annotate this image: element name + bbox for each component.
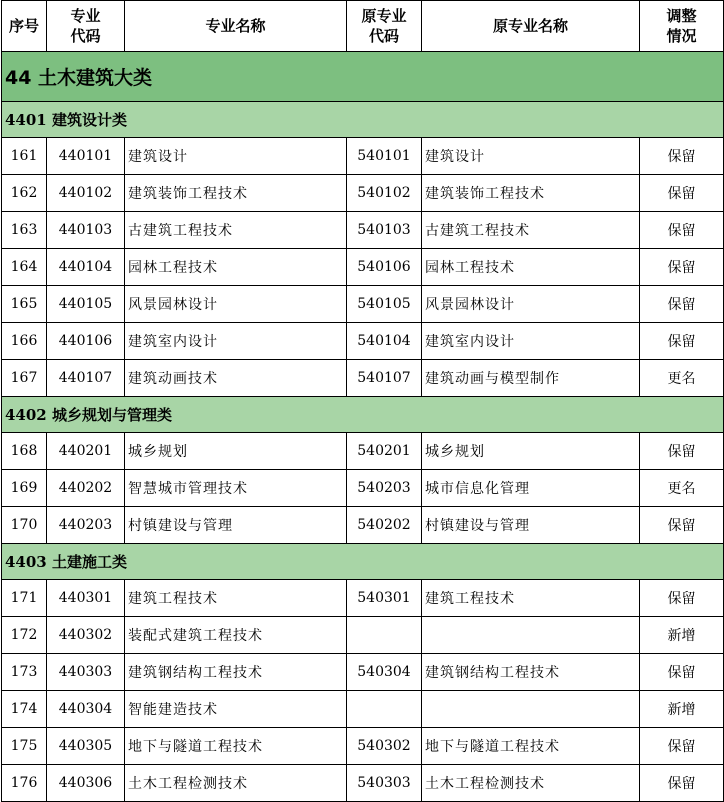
cell-old-name: 地下与隧道工程技术 [422,728,640,765]
cell-seq: 173 [2,654,47,691]
cell-old-code: 540105 [347,286,422,323]
cell-code: 440104 [47,249,125,286]
cell-old-name: 建筑工程技术 [422,580,640,617]
cell-old-name: 土木工程检测技术 [422,765,640,802]
header-name: 专业名称 [125,1,347,52]
cell-code: 440101 [47,138,125,175]
cell-old-code: 540104 [347,323,422,360]
table-row [2,728,724,765]
cell-status: 保留 [640,433,724,470]
cell-seq: 175 [2,728,47,765]
cell-old-name [422,691,640,728]
cell-code: 440302 [47,617,125,654]
cell-seq: 167 [2,360,47,397]
cell-name: 装配式建筑工程技术 [125,617,347,654]
cell-old-name: 建筑动画与模型制作 [422,360,640,397]
cell-name: 村镇建设与管理 [125,507,347,544]
cell-old-code: 540101 [347,138,422,175]
table-row [2,470,724,507]
cell-name: 城乡规划 [125,433,347,470]
cell-old-name: 风景园林设计 [422,286,640,323]
table-row [2,765,724,802]
cell-seq: 161 [2,138,47,175]
header-seq: 序号 [2,1,47,52]
table-row [2,323,724,360]
cell-seq: 162 [2,175,47,212]
cell-name: 建筑工程技术 [125,580,347,617]
cell-old-code: 540201 [347,433,422,470]
cell-name: 风景园林设计 [125,286,347,323]
cell-status: 保留 [640,212,724,249]
major-category-row [2,52,724,102]
group-title: 4402 城乡规划与管理类 [2,397,724,433]
cell-status: 保留 [640,728,724,765]
cell-old-code [347,691,422,728]
table-row [2,175,724,212]
cell-name: 建筑动画技术 [125,360,347,397]
cell-name: 土木工程检测技术 [125,765,347,802]
header-old-name: 原专业名称 [422,1,640,52]
cell-seq: 174 [2,691,47,728]
cell-seq: 176 [2,765,47,802]
group-row [2,544,724,580]
cell-old-code: 540102 [347,175,422,212]
cell-old-code: 540103 [347,212,422,249]
cell-seq: 172 [2,617,47,654]
cell-old-name: 城市信息化管理 [422,470,640,507]
cell-code: 440201 [47,433,125,470]
cell-name: 古建筑工程技术 [125,212,347,249]
header-status: 调整 情况 [640,1,724,52]
cell-old-name: 园林工程技术 [422,249,640,286]
cell-name: 智慧城市管理技术 [125,470,347,507]
group-title: 4401 建筑设计类 [2,102,724,138]
cell-old-name: 村镇建设与管理 [422,507,640,544]
cell-code: 440306 [47,765,125,802]
cell-status: 保留 [640,323,724,360]
header-old-code: 原专业 代码 [347,1,422,52]
cell-name: 园林工程技术 [125,249,347,286]
cell-code: 440103 [47,212,125,249]
major-category-title: 44 土木建筑大类 [2,52,724,102]
group-row [2,397,724,433]
cell-code: 440105 [47,286,125,323]
cell-old-code: 540303 [347,765,422,802]
cell-seq: 168 [2,433,47,470]
cell-name: 地下与隧道工程技术 [125,728,347,765]
cell-old-code: 540106 [347,249,422,286]
cell-seq: 170 [2,507,47,544]
cell-code: 440106 [47,323,125,360]
cell-code: 440203 [47,507,125,544]
cell-name: 建筑室内设计 [125,323,347,360]
cell-code: 440301 [47,580,125,617]
cell-code: 440107 [47,360,125,397]
cell-code: 440304 [47,691,125,728]
cell-name: 建筑钢结构工程技术 [125,654,347,691]
cell-status: 保留 [640,249,724,286]
cell-seq: 163 [2,212,47,249]
cell-status: 更名 [640,360,724,397]
cell-code: 440102 [47,175,125,212]
table-row [2,507,724,544]
table-row [2,433,724,470]
cell-old-code: 540304 [347,654,422,691]
cell-seq: 169 [2,470,47,507]
group-row [2,102,724,138]
cell-status: 保留 [640,654,724,691]
header-row [2,1,724,52]
table-row [2,249,724,286]
header-code: 专业 代码 [47,1,125,52]
cell-status: 保留 [640,765,724,802]
cell-old-name: 建筑室内设计 [422,323,640,360]
cell-old-name: 建筑装饰工程技术 [422,175,640,212]
table-row [2,617,724,654]
cell-status: 新增 [640,617,724,654]
cell-old-code: 540107 [347,360,422,397]
cell-seq: 165 [2,286,47,323]
cell-status: 保留 [640,507,724,544]
cell-code: 440305 [47,728,125,765]
cell-old-name: 建筑钢结构工程技术 [422,654,640,691]
cell-name: 智能建造技术 [125,691,347,728]
cell-old-code: 540202 [347,507,422,544]
cell-old-code: 540203 [347,470,422,507]
cell-status: 保留 [640,286,724,323]
table-row [2,212,724,249]
cell-old-name [422,617,640,654]
cell-name: 建筑装饰工程技术 [125,175,347,212]
cell-seq: 166 [2,323,47,360]
cell-old-name: 城乡规划 [422,433,640,470]
cell-old-name: 建筑设计 [422,138,640,175]
cell-status: 更名 [640,470,724,507]
table-row [2,360,724,397]
cell-seq: 164 [2,249,47,286]
cell-name: 建筑设计 [125,138,347,175]
cell-old-code: 540301 [347,580,422,617]
cell-old-name: 古建筑工程技术 [422,212,640,249]
cell-status: 新增 [640,691,724,728]
cell-status: 保留 [640,580,724,617]
table-row [2,691,724,728]
cell-old-code [347,617,422,654]
majors-table [1,0,724,802]
table-body [2,52,724,802]
cell-old-code: 540302 [347,728,422,765]
cell-code: 440303 [47,654,125,691]
cell-code: 440202 [47,470,125,507]
cell-status: 保留 [640,138,724,175]
group-title: 4403 土建施工类 [2,544,724,580]
table-row [2,654,724,691]
cell-seq: 171 [2,580,47,617]
table-row [2,580,724,617]
cell-status: 保留 [640,175,724,212]
table-row [2,286,724,323]
table-row [2,138,724,175]
